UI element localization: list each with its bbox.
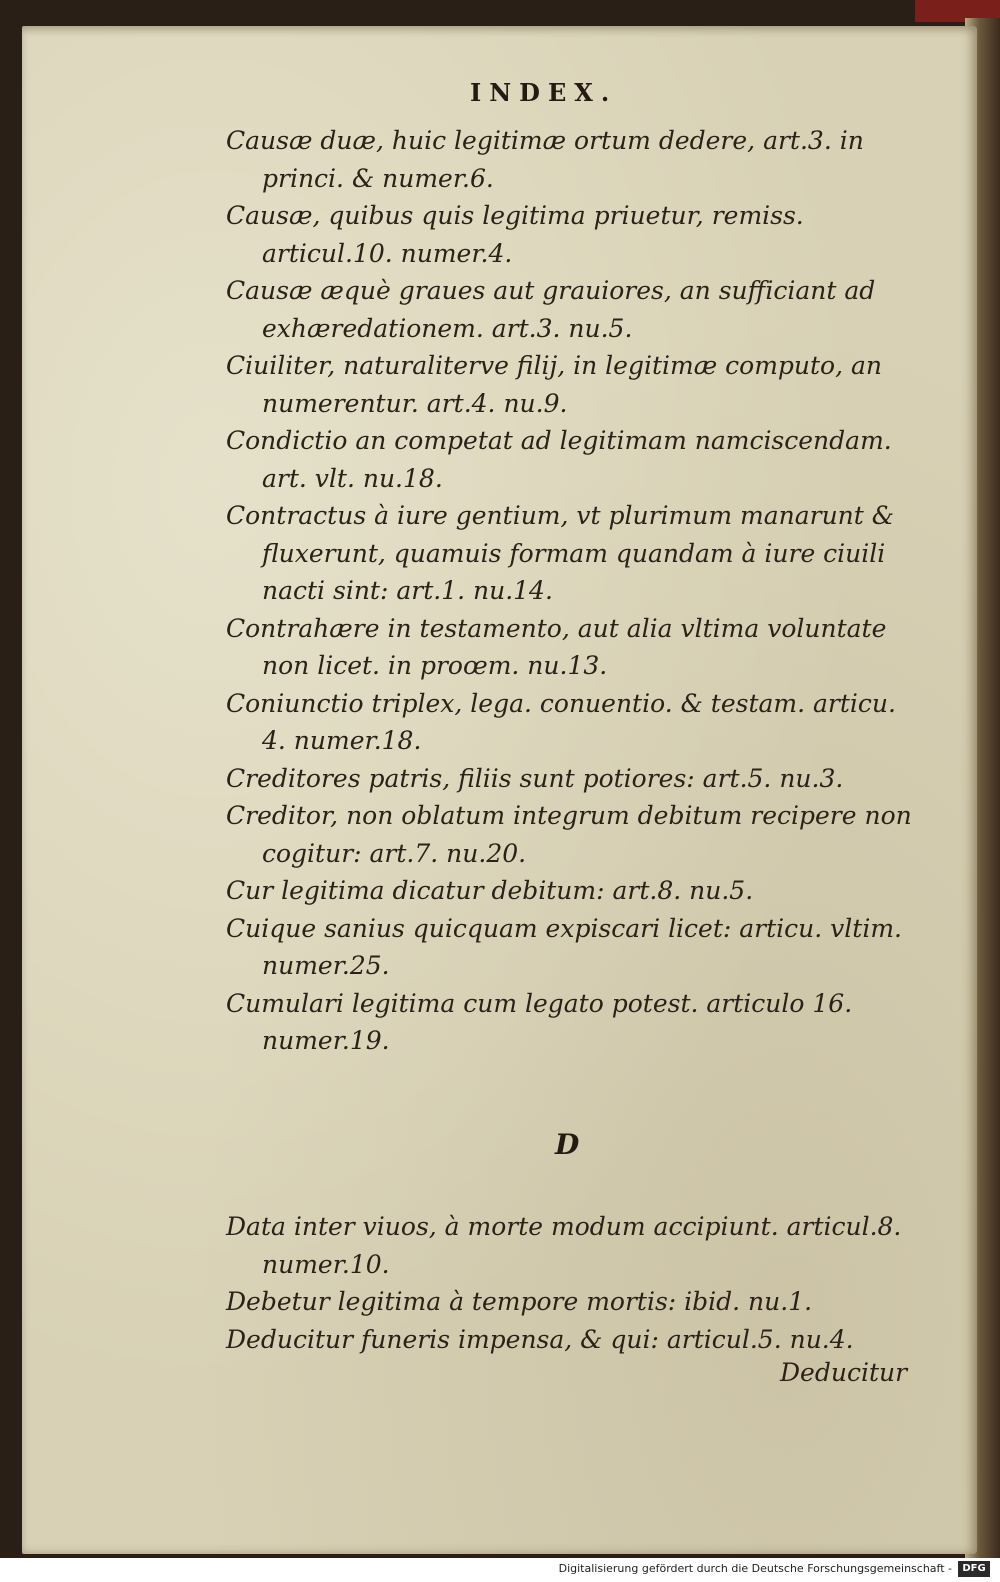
index-entries-c <box>226 122 926 1060</box>
index-entry: Coniunctio triplex, lega. conuentio. & testam. articu. 4. numer.18. <box>226 688 896 755</box>
footer-bar <box>0 1558 1000 1582</box>
index-entry: Causæ duæ, huic legitimæ ortum dedere, art.3. in princi. & numer.6. <box>226 126 864 193</box>
section-letter: D <box>555 1128 580 1161</box>
index-entry: Creditor, non oblatum integrum debitum recipere non cogitur: art.7. nu.20. <box>226 801 912 868</box>
running-head: INDEX. <box>470 78 618 107</box>
index-entry: Contrahære in testamento, aut alia vltima voluntate non licet. in proœm. nu.13. <box>226 613 887 680</box>
index-entry: Causæ, quibus quis legitima priuetur, remiss. articul.10. numer.4. <box>226 201 804 268</box>
index-entry: Condictio an competat ad legitimam namciscendam. art. vlt. nu.18. <box>226 426 892 493</box>
index-entry: Ciuiliter, naturaliterve filij, in legitimæ computo, an numerentur. art.4. nu.9. <box>226 351 883 418</box>
catchword: Deducitur <box>780 1358 908 1387</box>
index-entry: Causæ æquè graues aut grauiores, an sufficiant ad exhæredationem. art.3. nu.5. <box>226 276 876 343</box>
index-entry: Debetur legitima à tempore mortis: ibid. nu.1. <box>226 1287 813 1316</box>
index-entry: Creditores patris, filiis sunt potiores: art.5. nu.3. <box>226 763 844 793</box>
index-entry: Cuique sanius quicquam expiscari licet: articu. vltim. numer.25. <box>226 913 902 980</box>
dfg-logo-icon: DFG <box>958 1561 990 1577</box>
index-entries-d <box>226 1208 926 1358</box>
index-entry: Cur legitima dicatur debitum: art.8. nu.5. <box>226 876 754 905</box>
footer-credit: Digitalisierung gefördert durch die Deutsche Forschungsgemeinschaft - <box>558 1562 952 1575</box>
index-entry: Contractus à iure gentium, vt plurimum manarunt & fluxerunt, quamuis formam quandam à iure ciuili nacti sint: art.1. nu.14. <box>226 501 895 605</box>
index-entry: Cumulari legitima cum legato potest. articulo 16. numer.19. <box>226 988 853 1055</box>
index-entry: Data inter viuos, à morte modum accipiunt. articul.8. numer.10. <box>226 1212 902 1279</box>
index-entry: Deducitur funeris impensa, & qui: articul.5. nu.4. <box>226 1324 854 1354</box>
